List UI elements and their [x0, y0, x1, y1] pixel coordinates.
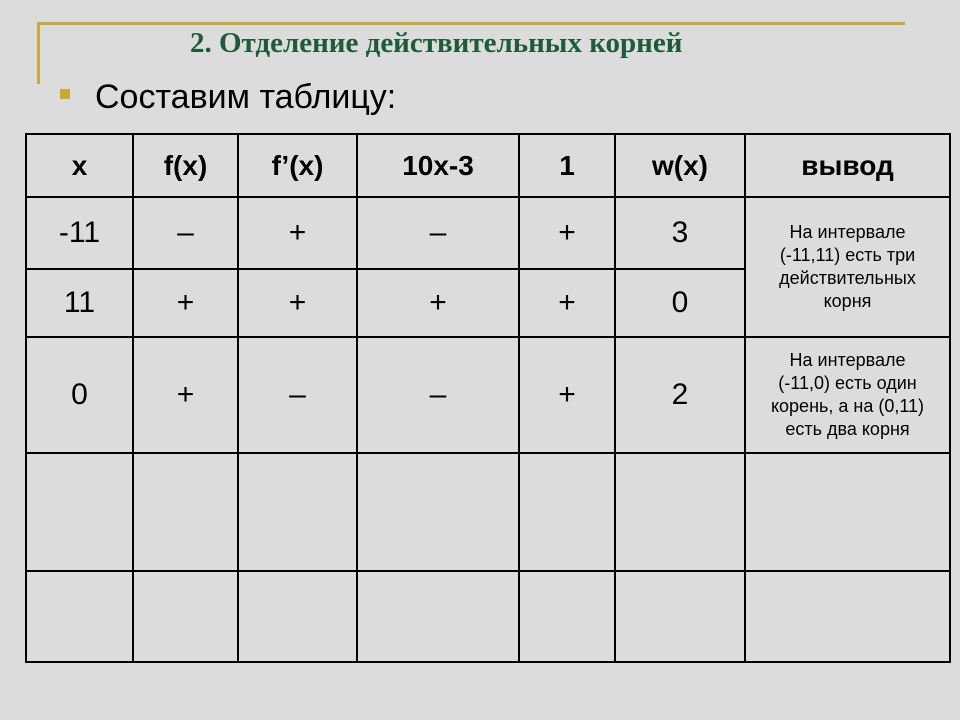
conclusion-note-line: корня [823, 291, 872, 311]
cell-10x-3: – [357, 337, 519, 453]
title-accent-horizontal-line [37, 22, 905, 25]
empty-cell [615, 571, 745, 662]
cell-1: + [519, 197, 615, 269]
empty-cell [745, 571, 950, 662]
header-conclusion: вывод [745, 134, 950, 197]
table-row [26, 197, 950, 269]
conclusion-note [745, 337, 950, 453]
cell-x: 11 [26, 269, 133, 337]
cell-10x-3: + [357, 269, 519, 337]
empty-cell [357, 571, 519, 662]
cell-x: 0 [26, 337, 133, 453]
title-accent-vertical-line [37, 22, 40, 84]
cell-1: + [519, 269, 615, 337]
header-x: x [26, 134, 133, 197]
conclusion-note [745, 197, 950, 337]
header-fx: f(x) [133, 134, 238, 197]
cell-wx: 3 [615, 197, 745, 269]
table-header-row [26, 134, 950, 197]
slide-subtitle: Составим таблицу: [95, 78, 397, 116]
empty-cell [745, 453, 950, 571]
empty-cell [238, 571, 357, 662]
bullet-square-icon [60, 89, 70, 99]
empty-cell [133, 571, 238, 662]
table-empty-row [26, 453, 950, 571]
sign-table [25, 133, 951, 663]
cell-fprime-x: + [238, 197, 357, 269]
conclusion-note-line: На интервале [789, 350, 906, 370]
table-row [26, 337, 950, 453]
header-wx: w(x) [615, 134, 745, 197]
table-empty-row [26, 571, 950, 662]
cell-fprime-x: + [238, 269, 357, 337]
cell-x: -11 [26, 197, 133, 269]
cell-fprime-x: – [238, 337, 357, 453]
empty-cell [133, 453, 238, 571]
empty-cell [615, 453, 745, 571]
conclusion-note-line: (-11,0) есть один [778, 373, 917, 393]
cell-fx: – [133, 197, 238, 269]
empty-cell [519, 453, 615, 571]
header-10x-3: 10x-3 [357, 134, 519, 197]
conclusion-note-line: На интервале [789, 222, 906, 242]
cell-fx: + [133, 269, 238, 337]
empty-cell [238, 453, 357, 571]
conclusion-note-line: корень, а на (0,11) [770, 396, 925, 416]
cell-wx: 2 [615, 337, 745, 453]
cell-1: + [519, 337, 615, 453]
empty-cell [26, 453, 133, 571]
conclusion-note-line: есть два корня [785, 419, 910, 439]
empty-cell [357, 453, 519, 571]
empty-cell [26, 571, 133, 662]
header-1: 1 [519, 134, 615, 197]
cell-10x-3: – [357, 197, 519, 269]
slide-title: 2. Отделение действительных корней [190, 27, 683, 59]
empty-cell [519, 571, 615, 662]
conclusion-note-line: действительных [779, 268, 916, 288]
cell-wx: 0 [615, 269, 745, 337]
header-fprime-x: f’(x) [238, 134, 357, 197]
conclusion-note-line: (-11,11) есть три [779, 245, 916, 265]
cell-fx: + [133, 337, 238, 453]
